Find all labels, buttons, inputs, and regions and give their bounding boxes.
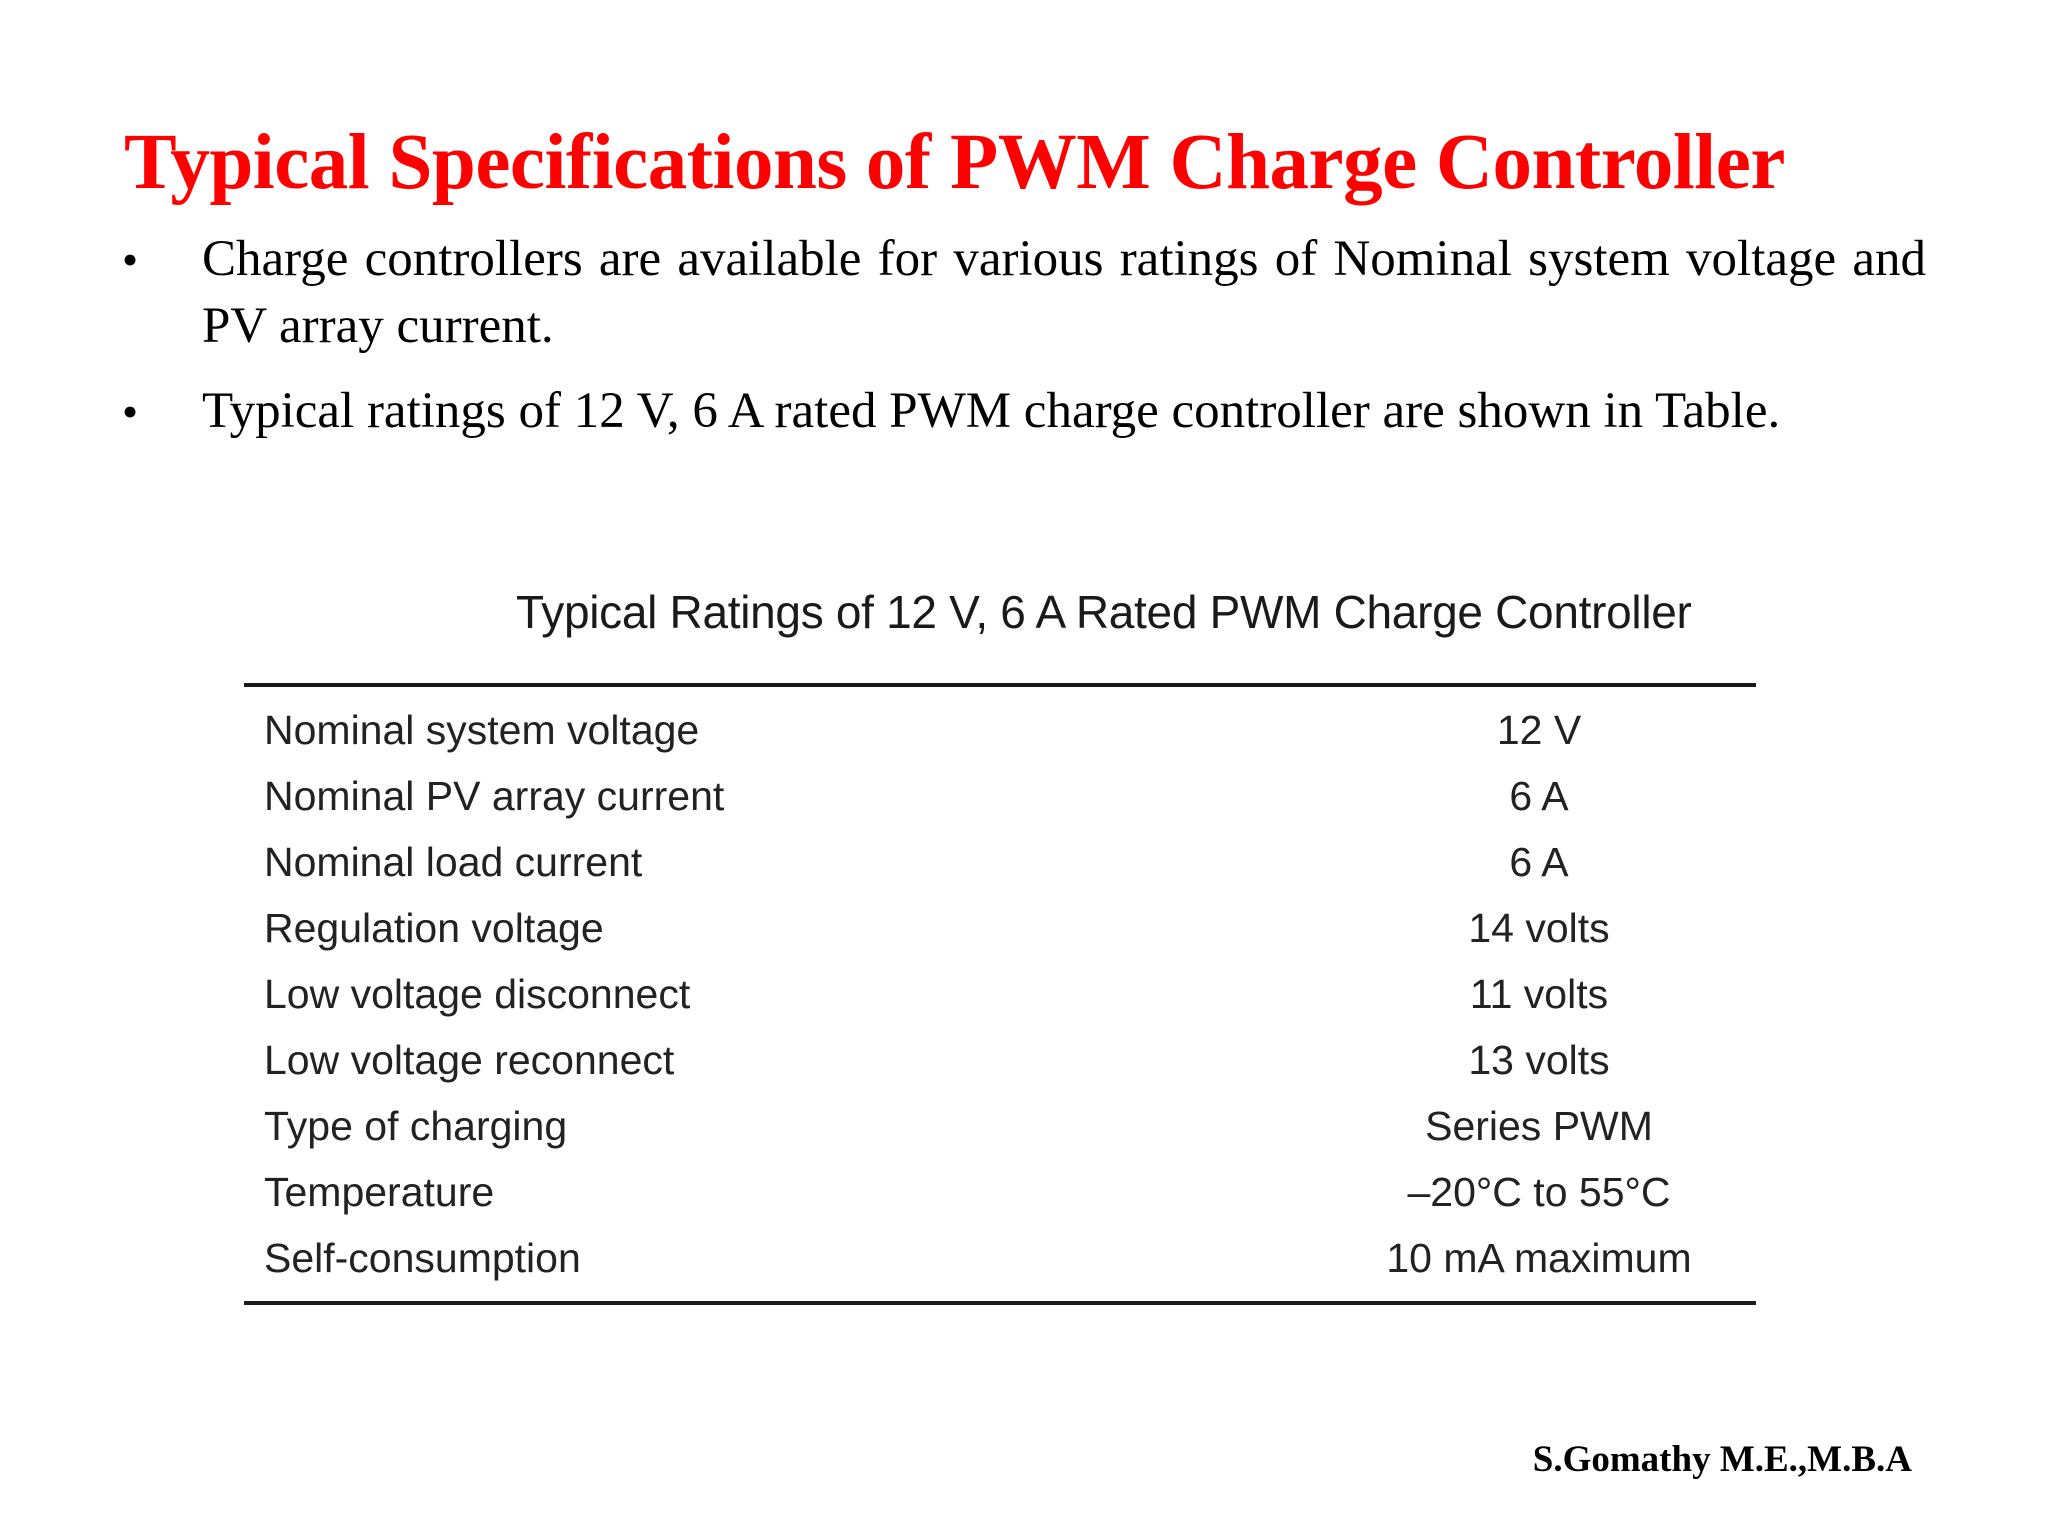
parameter-cell: Low voltage disconnect (264, 971, 691, 1017)
bullet-item (118, 226, 1926, 360)
parameter-cell: Self-consumption (264, 1235, 581, 1281)
bullet-item (118, 378, 1926, 445)
parameter-cell: Temperature (264, 1169, 495, 1215)
author-credit: S.Gomathy M.E.,M.B.A (1532, 1439, 1912, 1480)
bullet-dot-icon: • (122, 386, 139, 437)
table-row (244, 961, 1756, 1027)
parameter-cell: Type of charging (264, 1103, 568, 1149)
bullet-text: Charge controllers are available for various ratings of Nominal system voltage and PV array current. (202, 231, 1926, 354)
bullet-dot-icon: • (122, 234, 139, 285)
value-cell: 13 volts (1468, 1037, 1610, 1083)
table-row (244, 1027, 1756, 1093)
parameter-cell: Nominal load current (264, 839, 643, 885)
value-cell: 6 A (1509, 839, 1569, 885)
table-caption: Typical Ratings of 12 V, 6 A Rated PWM Charge Controller (516, 586, 1692, 638)
value-cell: 6 A (1509, 773, 1569, 819)
parameter-cell: Nominal system voltage (264, 707, 700, 753)
slide-title: Typical Specifications of PWM Charge Controller (124, 119, 1785, 206)
table-row (244, 685, 1756, 763)
parameter-cell: Nominal PV array current (264, 773, 725, 819)
table-row (244, 829, 1756, 895)
bullet-list (118, 226, 1926, 463)
table-row (244, 895, 1756, 961)
value-cell: –20°C to 55°C (1407, 1169, 1671, 1215)
value-cell: 10 mA maximum (1386, 1235, 1692, 1281)
value-cell: 12 V (1496, 707, 1582, 753)
bullet-text: Typical ratings of 12 V, 6 A rated PWM charge controller are shown in Table. (202, 383, 1781, 439)
value-cell: Series PWM (1425, 1103, 1653, 1149)
table-row (244, 1159, 1756, 1225)
value-cell: 11 volts (1469, 971, 1609, 1017)
parameter-cell: Low voltage reconnect (264, 1037, 675, 1083)
parameter-cell: Regulation voltage (264, 905, 604, 951)
table-row (244, 763, 1756, 829)
table-row (244, 1225, 1756, 1303)
value-cell: 14 volts (1468, 905, 1610, 951)
ratings-table (244, 683, 1756, 1305)
table-row (244, 1093, 1756, 1159)
